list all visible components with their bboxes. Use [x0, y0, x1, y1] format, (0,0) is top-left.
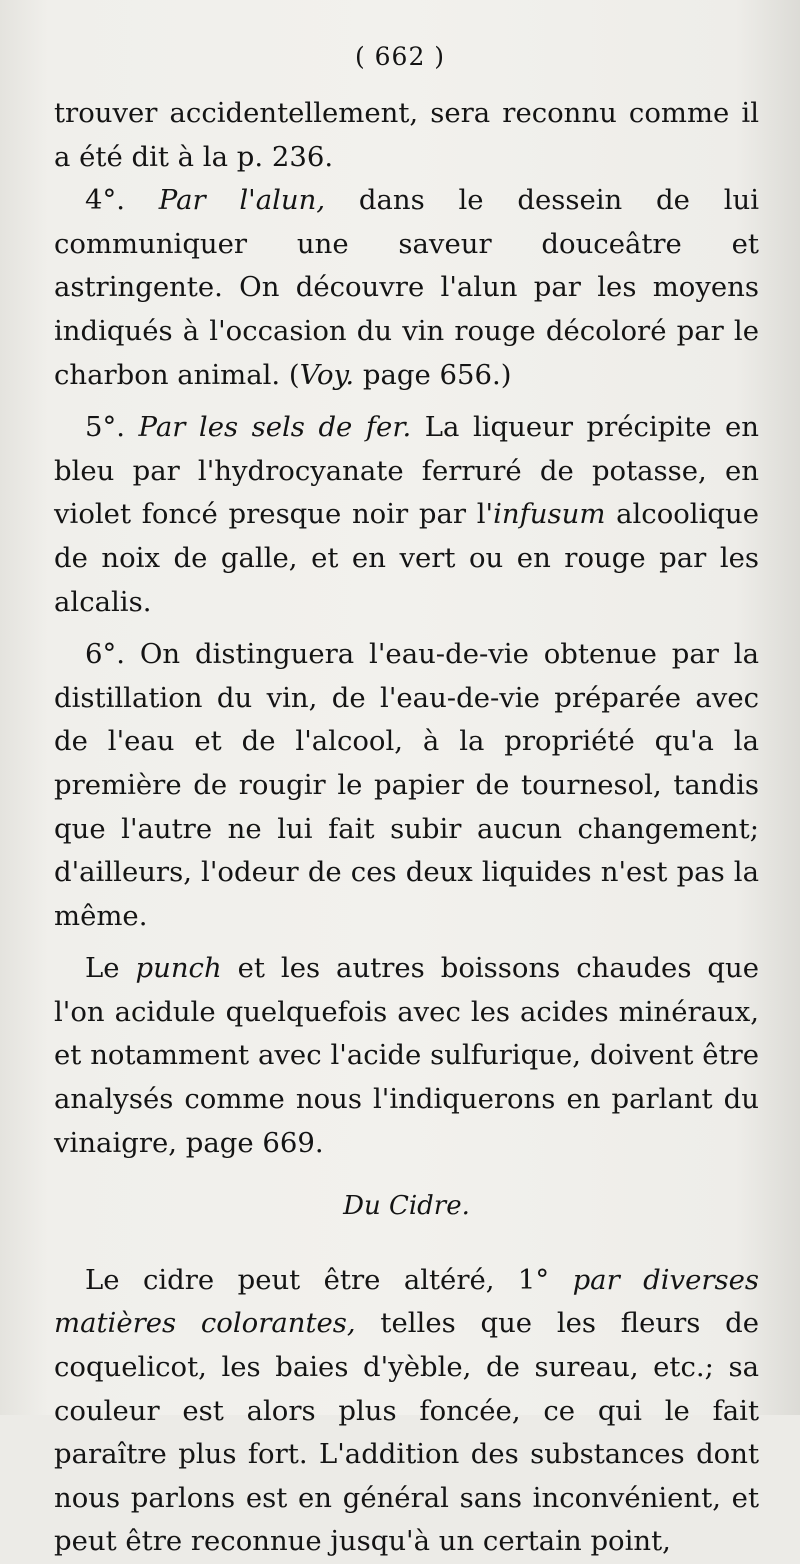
item-number: 5°. — [85, 411, 125, 444]
paragraph-continuation: trouver accidentellement, sera reconnu comme il a été dit à la p. 236. — [54, 97, 759, 173]
paragraph-alun: 4°. Par l'alun, dans le dessein de lui communiquer une saveur douceâtre et astringente. On découvre l'alun par les moyens indiqués à l'occasion du vin rouge décoloré par le charbon animal. (Voy. page 656.) — [54, 184, 759, 391]
item-heading: Par l'alun, — [158, 184, 326, 217]
page-number: ( 662 ) — [354, 42, 446, 71]
paragraph-sels-de-fer: 5°. Par les sels de fer. La liqueur précipite en bleu par l'hydrocyanate ferruré de potasse, en violet foncé presque noir par l'infusum alcoolique de noix de galle, et en vert ou en rouge par les alcalis. — [54, 411, 759, 618]
page-body — [54, 92, 759, 1564]
paragraph-cidre: Le cidre peut être altéré, 1° par diverses matières colorantes, telles que les fleurs de coquelicot, les baies d'yèble, de sureau, etc.; sa couleur est alors plus foncée, ce qui le fait paraître plus fort. L'addition des substances dont nous parlons est en général sans inconvénient, et peut être reconnue jusqu'à un certain point, — [54, 1263, 760, 1558]
item-heading: Par les sels de fer. — [138, 411, 412, 444]
item-number: 4°. — [85, 184, 125, 217]
section-heading: Du Cidre. — [343, 1191, 470, 1222]
paragraph-eau-de-vie: 6°. On distinguera l'eau-de-vie obtenue par la distillation du vin, de l'eau-de-vie préparée avec de l'eau et de l'alcool, à la propriété qu'a la première de rougir le papier de tournesol, tandis que l'autre ne lui fait subir aucun changement; d'ailleurs, l'odeur de ces deux liquides n'est pas la même. — [54, 638, 759, 932]
paragraph-punch: Le punch et les autres boissons chaudes que l'on acidule quelquefois avec les acides minéraux, et notamment avec l'acide sulfurique, doivent être analysés comme nous l'indiquerons en parlant du vinaigre, page 669. — [54, 952, 760, 1159]
